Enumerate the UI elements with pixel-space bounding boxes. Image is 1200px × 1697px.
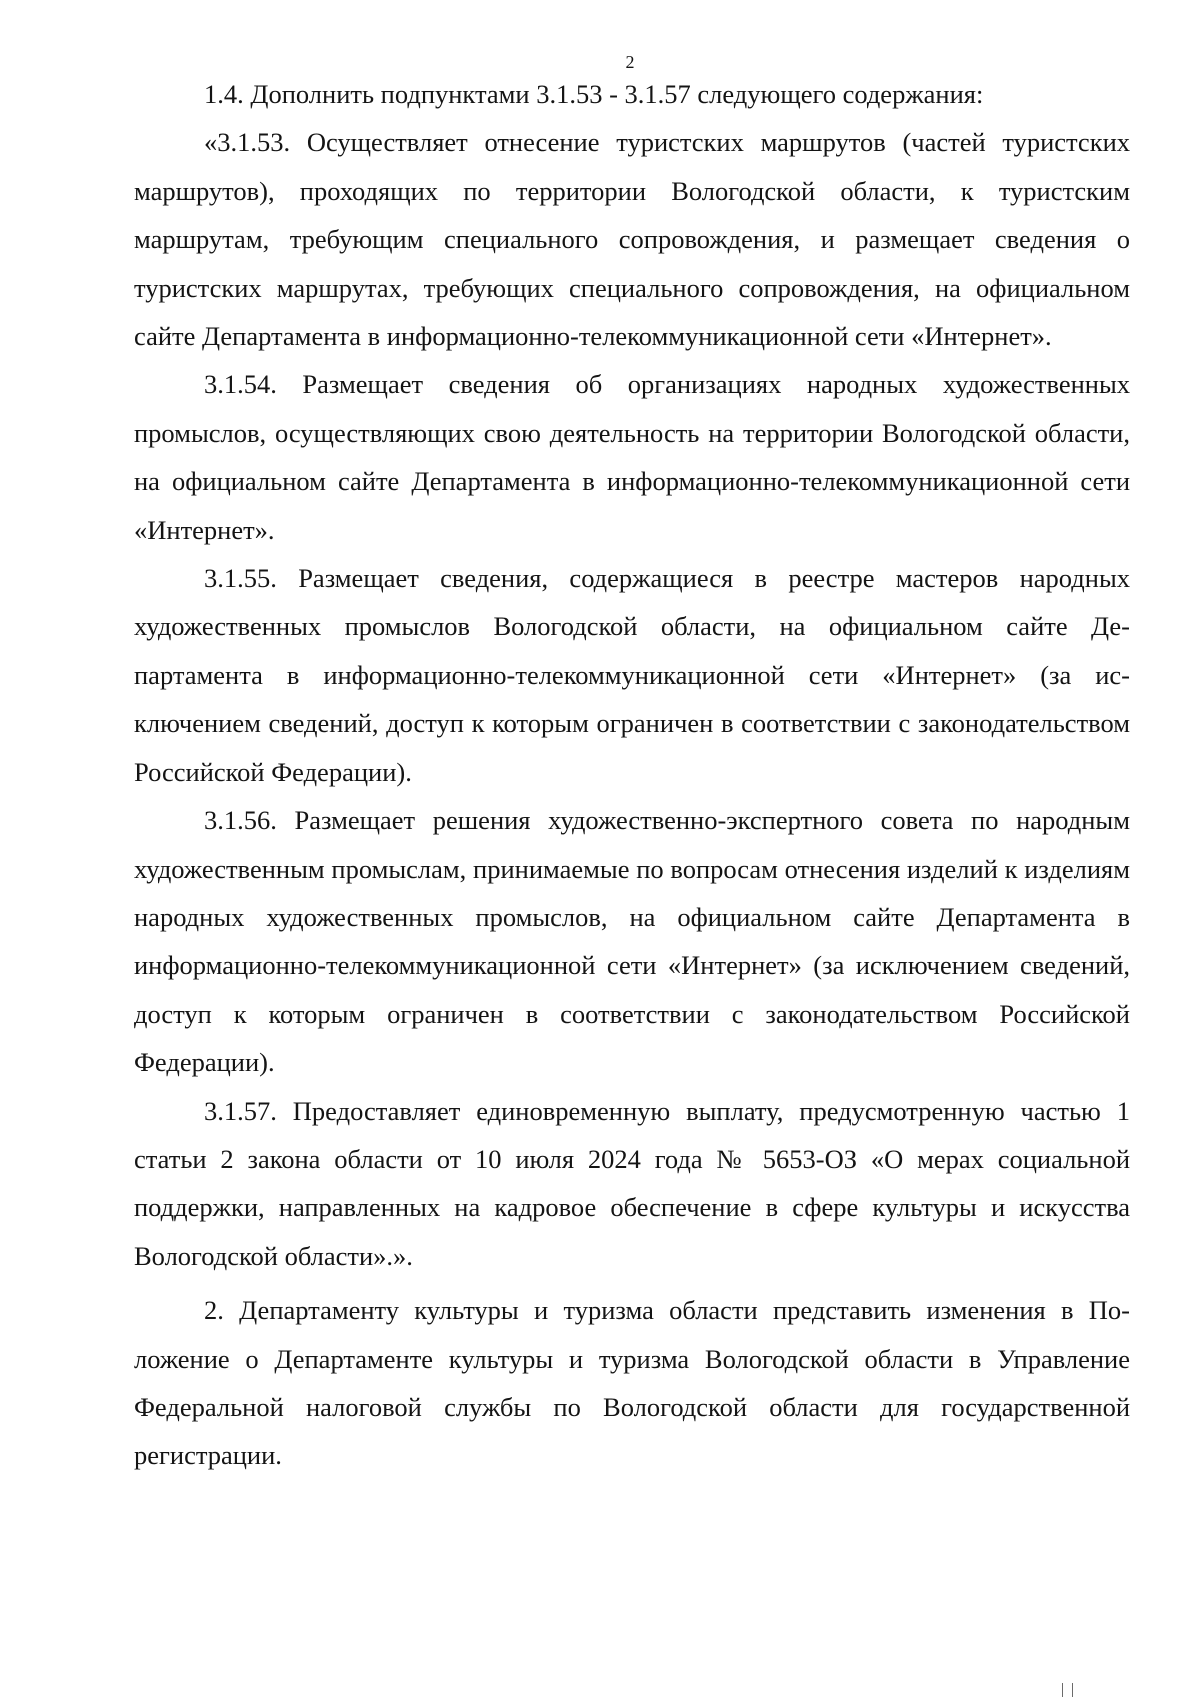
paragraph-item-1-4: 1.4. Дополнить подпунктами 3.1.53 - 3.1.57 следующего содержания: (204, 79, 984, 109)
paragraph-item-3-1-57: 3.1.57. Предоставляет единовременную выплату, предусмотренную частью 1 статьи 2 закона области от 10 июля 2024 года № 5653-ОЗ «О мерах социальной поддержки, направленных на кадровое обеспечение в сфере культуры и искусства Вологодской области».». (134, 1095, 1130, 1271)
scan-edge-mark (1058, 1683, 1080, 1697)
page-number: 2 (625, 52, 635, 72)
paragraph-item-3-1-53: «3.1.53. Осуществляет отнесение туристских маршрутов (частей туристских маршрутов), проходящих по территории Вологодской области, к туристским маршрутам, требующим специального сопровождения, и размещает сведения о туристских маршрутах, требующих специального сопровождения, на официальном сайте Департамента в информационно-телекоммуникационной сети «Интернет». (134, 127, 1130, 352)
paragraph-item-3-1-55: 3.1.55. Размещает сведения, содержащиеся в реестре мастеров народных художественных промыслов Вологодской области, на официальном сайте Департамента в информационно-телекоммуникационной сети «Интернет» (за исключением сведений, доступ к которым ограничен в соответствии с законодательством Российской Федерации). (134, 563, 1130, 787)
paragraph-item-3-1-56: 3.1.56. Размещает решения художественно-экспертного совета по народным художественным промыслам, принимаемые по вопросам отнесения изделий к изделиям народных художественных промыслов, на официальном сайте Департамента в информационно-телекоммуникационной сети «Интернет» (за исключением сведений, доступ к которым ограничен в соответствии с законодательством Российской Федерации). (134, 805, 1130, 1078)
paragraph-item-3-1-54: 3.1.54. Размещает сведения об организациях народных художественных промыслов, осуществляющих свою деятельность на территории Вологодской области, на официальном сайте Департамента в информационно-телекоммуникационной сети «Интернет». (134, 369, 1130, 545)
document-body (134, 70, 1130, 1480)
paragraph-item-2: 2. Департаменту культуры и туризма области представить изменения в Положение о Департаменте культуры и туризма Вологодской области в Управление Федеральной налоговой службы по Вологодской области для государственной регистрации. (134, 1295, 1130, 1471)
